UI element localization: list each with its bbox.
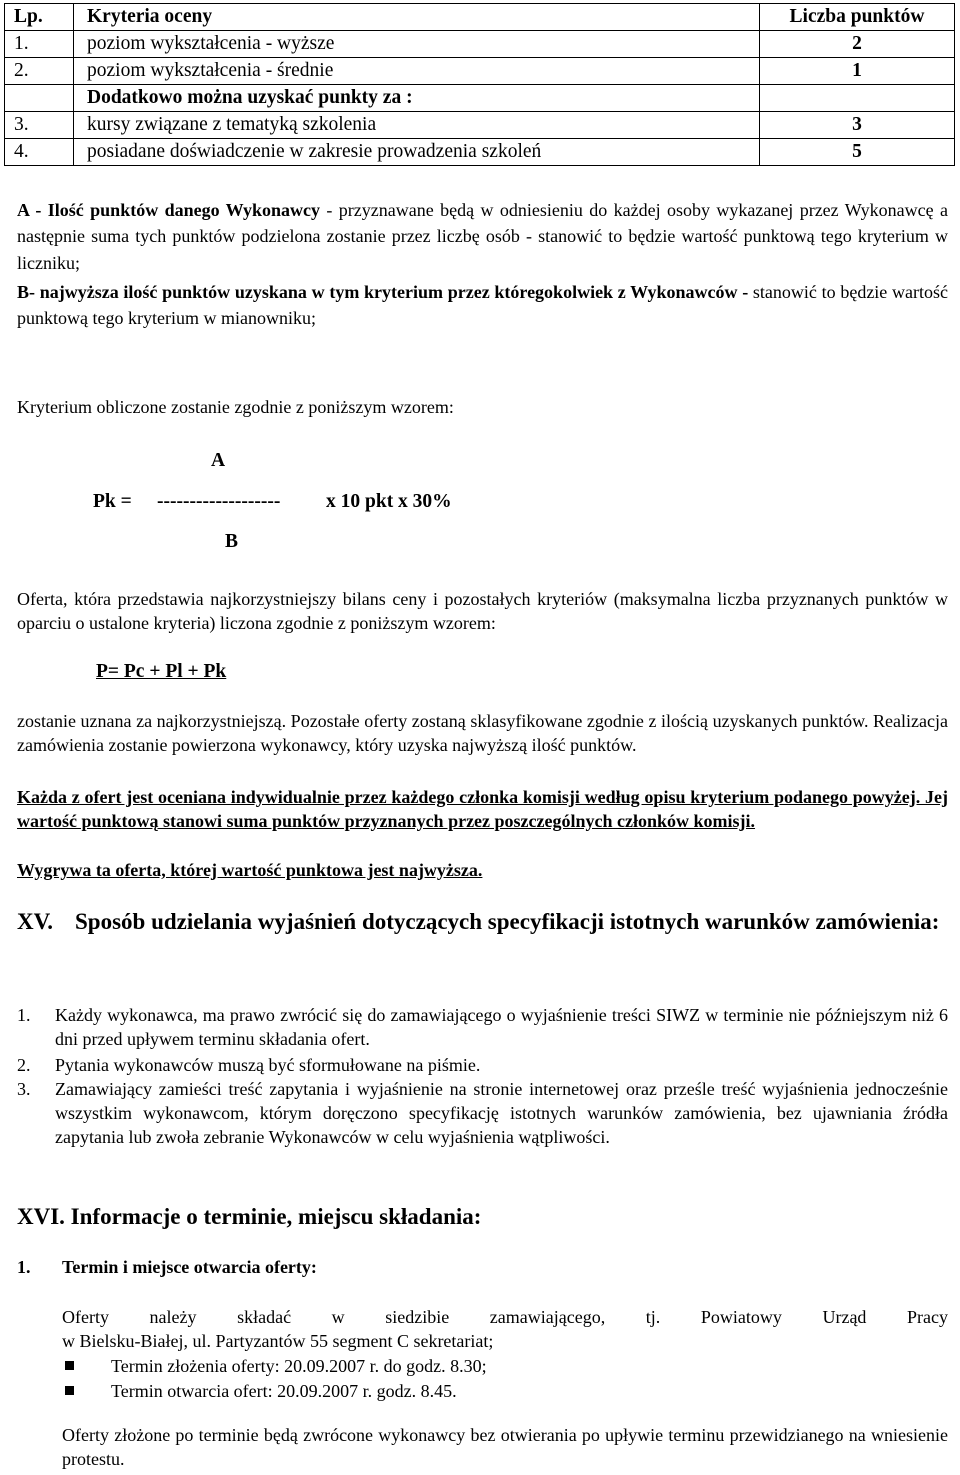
place-line-2: w Bielsku-Białej, ul. Partyzantów 55 segment C sekretariat;	[62, 1331, 494, 1351]
bullet-text: Termin otwarcia ofert: 20.09.2007 r. godz. 8.45.	[111, 1381, 457, 1401]
list-item	[65, 1379, 457, 1403]
table-row	[5, 58, 955, 85]
table-row	[5, 139, 955, 166]
list-item-number: 1.	[17, 1005, 31, 1025]
list-item-text: Pytania wykonawców muszą być sformułowane na piśmie.	[55, 1055, 481, 1075]
subsection-title: Termin i miejsce otwarcia oferty:	[62, 1257, 317, 1277]
header-kryteria: Kryteria oceny	[74, 4, 760, 31]
table-header-row	[5, 4, 955, 31]
place-line-1: Oferty należy składać w siedzibie zamawiającego, tj. Powiatowy Urząd Pracy	[62, 1307, 948, 1327]
recognition-paragraph: zostanie uznana za najkorzystniejszą. Pozostałe oferty zostaną sklasyfikowane zgodnie z ilością uzyskanych punktów. Realizacja zamówienia zostanie powierzona wykonawcy, który uzyska najwyższą ilość punktów.	[17, 711, 948, 755]
definition-b-lead: B- najwyższa ilość punktów uzyskana w tym kryterium przez któregokolwiek z Wykonawców -	[17, 282, 749, 302]
row-lp: 2.	[5, 58, 74, 85]
winner-note: Wygrywa ta oferta, której wartość punktowa jest najwyższa.	[17, 860, 483, 880]
row-kryterium: Dodatkowo można uzyskać punkty za :	[74, 85, 760, 112]
definition-b-rest: stanowić to będzie wartość punktową tego kryterium w mianowniku;	[17, 282, 948, 329]
section-xv-number: XV.	[17, 909, 54, 934]
list-item	[17, 1003, 948, 1051]
subsection-number: 1.	[17, 1257, 31, 1277]
subsection-1	[17, 1255, 948, 1279]
row-kryterium: poziom wykształcenia - średnie	[74, 58, 760, 85]
list-item	[65, 1354, 487, 1378]
row-kryterium: posiadane doświadczenie w zakresie prowadzenia szkoleń	[74, 139, 760, 166]
bullet-text: Termin złożenia oferty: 20.09.2007 r. do godz. 8.30;	[111, 1356, 487, 1376]
evaluation-note: Każda z ofert jest oceniana indywidualnie przez każdego członka komisji według opisu kryterium podanego powyżej. Jej wartość punktową stanowi suma punktów przyznanych przez poszczególnych członków komisji.	[17, 787, 948, 831]
row-lp: 1.	[5, 31, 74, 58]
list-item-text: Zamawiający zamieści treść zapytania i wyjaśnienie na stronie internetowej oraz prześle treść wyjaśnienia jednocześnie wszystkim wykonawcom, którym doręczono specyfikację istotnych warunków zamówienia, bez ujawniania źródła zapytania lub zwoła zebranie Wykonawców w celu wyjaśnienia wątpliwości.	[55, 1079, 948, 1147]
criteria-table	[4, 3, 955, 166]
definition-a-lead: A - Ilość punktów danego Wykonawcy	[17, 200, 320, 220]
formula-numerator: A	[211, 450, 226, 471]
list-item-number: 2.	[17, 1055, 31, 1075]
list-item-number: 3.	[17, 1079, 31, 1099]
row-kryterium: poziom wykształcenia - wyższe	[74, 31, 760, 58]
table-row	[5, 31, 955, 58]
row-punkty: 2	[760, 31, 955, 58]
formula-intro: Kryterium obliczone zostanie zgodnie z poniższym wzorem:	[17, 397, 454, 417]
square-bullet-icon	[65, 1386, 74, 1395]
formula-denominator: B	[225, 531, 239, 552]
offer-paragraph: Oferta, która przedstawia najkorzystniejszy bilans ceny i pozostałych kryteriów (maksymalna liczba przyznanych punktów w oparciu o ustalone kryteria) liczona zgodnie z poniższym wzorem:	[17, 589, 948, 633]
table-row	[5, 112, 955, 139]
total-formula: P= Pc + Pl + Pk	[96, 661, 227, 682]
row-lp	[5, 85, 74, 112]
row-kryterium: kursy związane z tematyką szkolenia	[74, 112, 760, 139]
section-xvi-heading: XVI. Informacje o terminie, miejscu składania:	[17, 1204, 482, 1229]
list-item	[17, 1053, 948, 1077]
definition-b	[17, 279, 948, 332]
late-offers-paragraph: Oferty złożone po terminie będą zwrócone wykonawcy bez otwierania po upływie terminu przewidzianego na wniesienie protestu.	[62, 1425, 948, 1469]
square-bullet-icon	[65, 1361, 74, 1370]
header-lp: Lp.	[5, 4, 74, 31]
list-item	[17, 1077, 948, 1149]
row-punkty: 5	[760, 139, 955, 166]
row-punkty: 3	[760, 112, 955, 139]
section-xv-title: Sposób udzielania wyjaśnień dotyczących specyfikacji istotnych warunków zamówienia:	[75, 909, 940, 934]
row-lp: 3.	[5, 112, 74, 139]
list-item-text: Każdy wykonawca, ma prawo zwrócić się do zamawiającego o wyjaśnienie treści SIWZ w terminie nie późniejszym niż 6 dni przed upływem terminu składania ofert.	[55, 1005, 948, 1049]
row-lp: 4.	[5, 139, 74, 166]
table-row	[5, 85, 955, 112]
row-punkty	[760, 85, 955, 112]
row-punkty: 1	[760, 58, 955, 85]
formula-rhs: x 10 pkt x 30%	[326, 491, 452, 512]
formula-fraction-line: -------------------	[157, 491, 281, 512]
definition-a-rest: - przyznawane będą w odniesieniu do każdej osoby wykazanej przez Wykonawcę a następnie suma tych punktów podzielona zostanie przez liczbę osób - stanowić to będzie wartość punktową tego kryterium w liczniku;	[17, 200, 948, 273]
definition-a	[17, 197, 948, 276]
header-liczba-punktow: Liczba punktów	[760, 4, 955, 31]
formula-lhs: Pk =	[93, 491, 132, 512]
section-xv-heading	[17, 906, 948, 937]
